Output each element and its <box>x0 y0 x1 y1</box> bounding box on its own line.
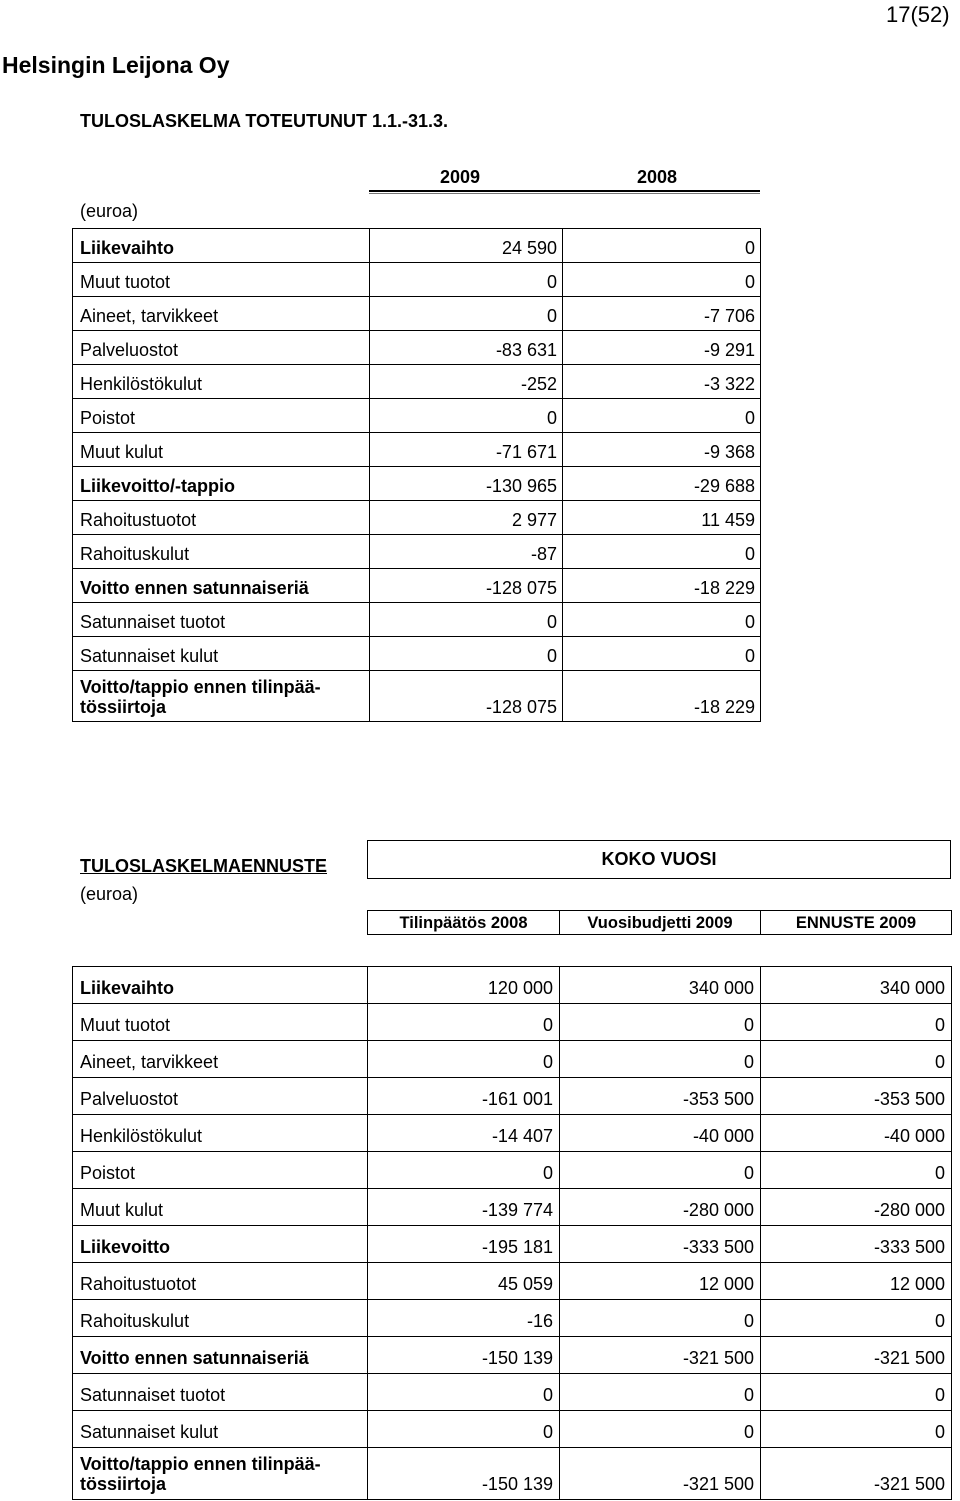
value-cell-vuosibudjetti-2009: -333 500 <box>560 1226 761 1263</box>
value-cell-2008: 0 <box>563 229 761 263</box>
row-label: Muut kulut <box>73 433 370 467</box>
row-label: Henkilöstökulut <box>73 365 370 399</box>
table-row <box>73 1374 952 1411</box>
row-label: Poistot <box>73 1152 368 1189</box>
forecast-column-headers <box>367 910 952 935</box>
forecast-unit: (euroa) <box>80 884 139 904</box>
row-label: Palveluostot <box>73 331 370 365</box>
forecast-title: TULOSLASKELMAENNUSTE <box>80 856 327 876</box>
value-cell-vuosibudjetti-2009: -321 500 <box>560 1448 761 1500</box>
actuals-table <box>72 228 761 722</box>
table-row <box>73 1300 952 1337</box>
table-row <box>73 603 761 637</box>
row-label: Voitto/tappio ennen tilinpää- tössiirtoja <box>73 671 370 722</box>
value-cell-ennuste-2009: 0 <box>761 1374 952 1411</box>
value-cell-tilinpaatos-2008: -139 774 <box>368 1189 560 1226</box>
value-cell-ennuste-2009: 12 000 <box>761 1263 952 1300</box>
table-row <box>73 967 952 1004</box>
row-label: Satunnaiset kulut <box>73 637 370 671</box>
row-label: Palveluostot <box>73 1078 368 1115</box>
value-cell-tilinpaatos-2008: 45 059 <box>368 1263 560 1300</box>
value-cell-tilinpaatos-2008: -161 001 <box>368 1078 560 1115</box>
row-label: Poistot <box>73 399 370 433</box>
row-label: Liikevaihto <box>73 967 368 1004</box>
value-cell-2008: -9 368 <box>563 433 761 467</box>
value-cell-2008: 0 <box>563 535 761 569</box>
value-cell-ennuste-2009: -321 500 <box>761 1337 952 1374</box>
value-cell-2008: 0 <box>563 603 761 637</box>
value-cell-2008: 0 <box>563 637 761 671</box>
page-number: 17(52) <box>886 2 950 27</box>
row-label: Voitto ennen satunnaiseriä <box>73 569 370 603</box>
value-cell-2008: -7 706 <box>563 297 761 331</box>
column-header-vuosibudjetti-2009: Vuosibudjetti 2009 <box>560 911 761 935</box>
value-cell-tilinpaatos-2008: 0 <box>368 1041 560 1078</box>
value-cell-2008: 0 <box>563 399 761 433</box>
value-cell-2009: -83 631 <box>370 331 563 365</box>
row-label: Rahoitustuotot <box>73 1263 368 1300</box>
table-row <box>73 1115 952 1152</box>
value-cell-tilinpaatos-2008: 0 <box>368 1411 560 1448</box>
value-cell-2009: -128 075 <box>370 569 563 603</box>
row-label: Muut tuotot <box>73 263 370 297</box>
value-cell-tilinpaatos-2008: -16 <box>368 1300 560 1337</box>
value-cell-tilinpaatos-2008: 120 000 <box>368 967 560 1004</box>
value-cell-vuosibudjetti-2009: 0 <box>560 1041 761 1078</box>
table-row <box>73 1263 952 1300</box>
forecast-table <box>72 966 952 1500</box>
value-cell-2009: -71 671 <box>370 433 563 467</box>
header-rule <box>369 190 760 194</box>
value-cell-2008: 0 <box>563 263 761 297</box>
table-row <box>73 1152 952 1189</box>
table-row <box>73 1448 952 1500</box>
value-cell-tilinpaatos-2008: -14 407 <box>368 1115 560 1152</box>
value-cell-vuosibudjetti-2009: 0 <box>560 1374 761 1411</box>
table-row <box>73 365 761 399</box>
row-label: Liikevoitto/-tappio <box>73 467 370 501</box>
table-row <box>73 399 761 433</box>
actuals-year-header-2008: 2008 <box>637 167 678 187</box>
value-cell-2009: -87 <box>370 535 563 569</box>
value-cell-2009: 24 590 <box>370 229 563 263</box>
table-row <box>73 433 761 467</box>
value-cell-2008: 11 459 <box>563 501 761 535</box>
table-row <box>73 263 761 297</box>
table-row <box>73 569 761 603</box>
row-label: Henkilöstökulut <box>73 1115 368 1152</box>
value-cell-tilinpaatos-2008: -150 139 <box>368 1337 560 1374</box>
row-label: Muut tuotot <box>73 1004 368 1041</box>
value-cell-2009: -252 <box>370 365 563 399</box>
value-cell-2009: 2 977 <box>370 501 563 535</box>
value-cell-2008: -18 229 <box>563 569 761 603</box>
value-cell-vuosibudjetti-2009: 340 000 <box>560 967 761 1004</box>
value-cell-2009: -128 075 <box>370 671 563 722</box>
table-row <box>73 297 761 331</box>
report-title: TULOSLASKELMA TOTEUTUNUT 1.1.-31.3. <box>80 111 449 131</box>
value-cell-vuosibudjetti-2009: -280 000 <box>560 1189 761 1226</box>
table-row <box>73 637 761 671</box>
column-header-ennuste-2009: ENNUSTE 2009 <box>761 911 952 935</box>
value-cell-ennuste-2009: -40 000 <box>761 1115 952 1152</box>
row-label: Rahoituskulut <box>73 535 370 569</box>
value-cell-2008: -29 688 <box>563 467 761 501</box>
table-row <box>73 1004 952 1041</box>
value-cell-2009: 0 <box>370 637 563 671</box>
row-label: Satunnaiset tuotot <box>73 1374 368 1411</box>
table-row <box>73 331 761 365</box>
row-label: Liikevoitto <box>73 1226 368 1263</box>
row-label: Satunnaiset tuotot <box>73 603 370 637</box>
value-cell-ennuste-2009: 0 <box>761 1411 952 1448</box>
value-cell-2009: 0 <box>370 399 563 433</box>
table-row <box>73 671 761 722</box>
value-cell-ennuste-2009: 0 <box>761 1300 952 1337</box>
table-row <box>73 1041 952 1078</box>
value-cell-vuosibudjetti-2009: -353 500 <box>560 1078 761 1115</box>
value-cell-ennuste-2009: -321 500 <box>761 1448 952 1500</box>
table-row <box>73 1189 952 1226</box>
value-cell-2008: -9 291 <box>563 331 761 365</box>
row-label: Muut kulut <box>73 1189 368 1226</box>
value-cell-2009: 0 <box>370 263 563 297</box>
value-cell-2009: 0 <box>370 603 563 637</box>
value-cell-vuosibudjetti-2009: 0 <box>560 1411 761 1448</box>
table-row <box>73 1226 952 1263</box>
table-row <box>73 229 761 263</box>
row-label: Voitto/tappio ennen tilinpää- tössiirtoja <box>73 1448 368 1500</box>
actuals-unit: (euroa) <box>80 201 139 221</box>
value-cell-vuosibudjetti-2009: -40 000 <box>560 1115 761 1152</box>
value-cell-vuosibudjetti-2009: 0 <box>560 1004 761 1041</box>
value-cell-vuosibudjetti-2009: 0 <box>560 1300 761 1337</box>
value-cell-ennuste-2009: 0 <box>761 1004 952 1041</box>
row-label: Rahoitustuotot <box>73 501 370 535</box>
value-cell-tilinpaatos-2008: 0 <box>368 1374 560 1411</box>
value-cell-tilinpaatos-2008: 0 <box>368 1004 560 1041</box>
value-cell-ennuste-2009: 340 000 <box>761 967 952 1004</box>
value-cell-ennuste-2009: 0 <box>761 1152 952 1189</box>
table-row <box>73 501 761 535</box>
value-cell-vuosibudjetti-2009: 12 000 <box>560 1263 761 1300</box>
table-row <box>73 535 761 569</box>
table-row <box>73 1411 952 1448</box>
row-label: Voitto ennen satunnaiseriä <box>73 1337 368 1374</box>
row-label: Liikevaihto <box>73 229 370 263</box>
value-cell-vuosibudjetti-2009: -321 500 <box>560 1337 761 1374</box>
value-cell-tilinpaatos-2008: 0 <box>368 1152 560 1189</box>
table-row <box>73 1337 952 1374</box>
value-cell-tilinpaatos-2008: -150 139 <box>368 1448 560 1500</box>
row-label: Aineet, tarvikkeet <box>73 1041 368 1078</box>
company-name: Helsingin Leijona Oy <box>2 52 230 78</box>
value-cell-ennuste-2009: -333 500 <box>761 1226 952 1263</box>
row-label: Aineet, tarvikkeet <box>73 297 370 331</box>
value-cell-vuosibudjetti-2009: 0 <box>560 1152 761 1189</box>
value-cell-tilinpaatos-2008: -195 181 <box>368 1226 560 1263</box>
value-cell-2009: -130 965 <box>370 467 563 501</box>
value-cell-2009: 0 <box>370 297 563 331</box>
actuals-year-header-2009: 2009 <box>440 167 481 187</box>
row-label: Satunnaiset kulut <box>73 1411 368 1448</box>
value-cell-2008: -18 229 <box>563 671 761 722</box>
value-cell-ennuste-2009: -353 500 <box>761 1078 952 1115</box>
table-row <box>73 1078 952 1115</box>
column-header-tilinpaatos-2008: Tilinpäätös 2008 <box>368 911 560 935</box>
row-label: Rahoituskulut <box>73 1300 368 1337</box>
value-cell-ennuste-2009: -280 000 <box>761 1189 952 1226</box>
forecast-period-header: KOKO VUOSI <box>367 840 951 879</box>
value-cell-ennuste-2009: 0 <box>761 1041 952 1078</box>
table-row <box>73 467 761 501</box>
value-cell-2008: -3 322 <box>563 365 761 399</box>
